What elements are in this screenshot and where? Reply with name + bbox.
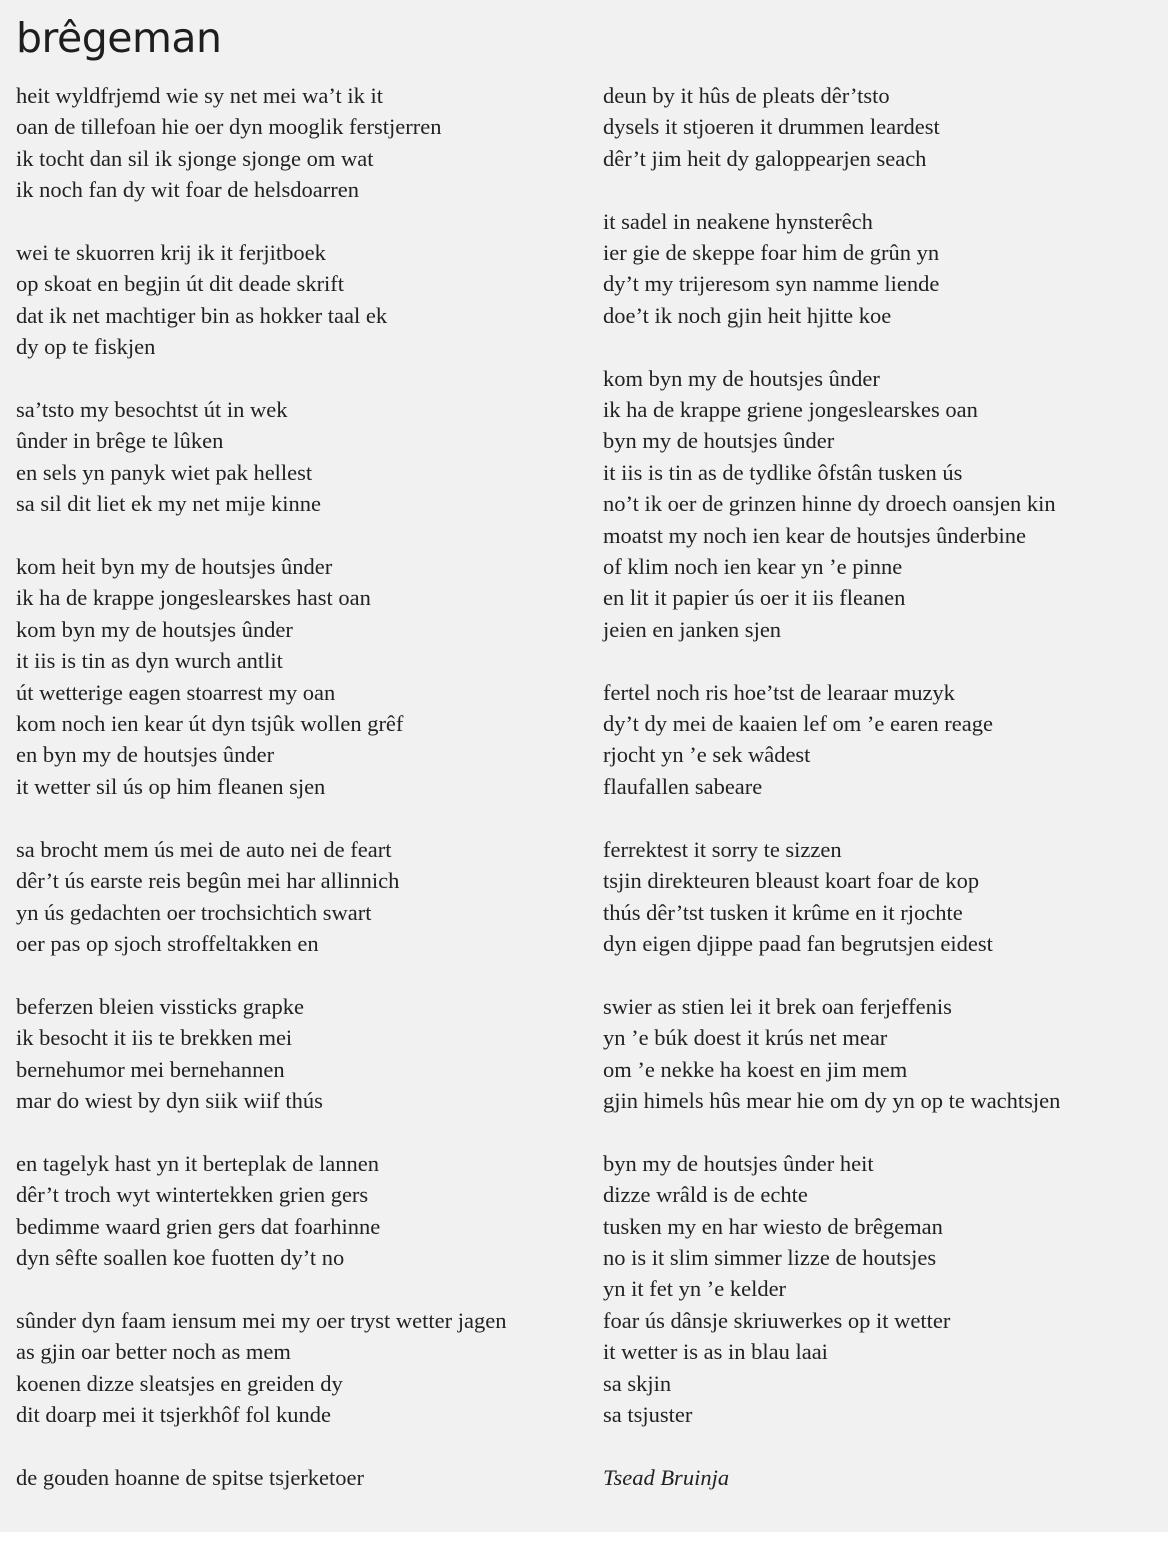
poem-line: mar do wiest by dyn siik wiif thús <box>16 1087 323 1113</box>
stanza <box>603 363 1163 646</box>
poem-line: foar ús dânsje skriuwerkes op it wetter <box>603 1307 951 1333</box>
poem-line: it iis is tin as dyn wurch antlit <box>16 648 283 674</box>
stanza <box>16 1462 586 1493</box>
poem-line: en sels yn panyk wiet pak hellest <box>16 459 313 485</box>
poem-line: rjocht yn ’e sek wâdest <box>603 742 811 768</box>
poem-line: it wetter sil ús op him fleanen sjen <box>16 773 326 799</box>
poem-line: byn my de houtsjes ûnder <box>603 428 835 454</box>
poem-line: byn my de houtsjes ûnder heit <box>603 1150 874 1176</box>
poem-line: en lit it papier ús oer it iis fleanen <box>603 585 906 611</box>
poem-column-right <box>603 80 1163 1493</box>
poem-line: kom noch ien kear út dyn tsjûk wollen grêf <box>16 711 404 737</box>
poem-line: ier gie de skeppe foar him de grûn yn <box>603 240 940 266</box>
stanza <box>16 394 586 520</box>
poem-line: sa’tsto my besochtst út in wek <box>16 397 288 423</box>
poem-line: ik ha de krappe jongeslearskes hast oan <box>16 585 371 611</box>
poem-line: oan de tillefoan hie oer dyn mooglik ferstjerren <box>16 114 442 140</box>
poem-line: sa sil dit liet ek my net mije kinne <box>16 491 321 517</box>
poem-line: oer pas op sjoch stroffeltakken en <box>16 930 319 956</box>
poem-line: op skoat en begjin út dit deade skrift <box>16 271 345 297</box>
poem-line: it sadel in neakene hynsterêch <box>603 208 873 234</box>
poem-line: dit doarp mei it tsjerkhôf fol kunde <box>16 1401 331 1427</box>
poem-line: en byn my de houtsjes ûnder <box>16 742 275 768</box>
poem-line: ik besocht it iis te brekken mei <box>16 1025 293 1051</box>
poem-line: tusken my en har wiesto de brêgeman <box>603 1213 943 1239</box>
poem-line: jeien en janken sjen <box>603 616 782 642</box>
poem-line: yn it fet yn ’e kelder <box>603 1276 787 1302</box>
stanza <box>603 991 1163 1117</box>
stanza <box>603 834 1163 960</box>
poem-line: dyn eigen djippe paad fan begrutsjen eidest <box>603 930 993 956</box>
poem-line: sa brocht mem ús mei de auto nei de feart <box>16 836 392 862</box>
poem-line: tsjin direkteuren bleaust koart foar de kop <box>603 868 980 894</box>
poem-line: sûnder dyn faam iensum mei my oer tryst wetter jagen <box>16 1307 507 1333</box>
stanza <box>603 80 1163 174</box>
stanza <box>16 237 586 363</box>
stanza <box>16 834 586 960</box>
poem-line: sa tsjuster <box>603 1401 693 1427</box>
poem-line: de gouden hoanne de spitse tsjerketoer <box>16 1464 365 1490</box>
stanza <box>16 1305 586 1431</box>
poem-line: dêr’t troch wyt wintertekken grien gers <box>16 1182 369 1208</box>
stanza <box>603 677 1163 803</box>
poem-line: no is it slim simmer lizze de houtsjes <box>603 1244 937 1270</box>
poem-line: ik tocht dan sil ik sjonge sjonge om wat <box>16 145 374 171</box>
poem-line: dat ik net machtiger bin as hokker taal ek <box>16 302 388 328</box>
poem-line: as gjin oar better noch as mem <box>16 1339 291 1365</box>
right-stanzas <box>603 80 1163 1430</box>
poem-line: gjin himels hûs mear hie om dy yn op te wachtsjen <box>603 1087 1061 1113</box>
poem-line: dy’t dy mei de kaaien lef om ’e earen reage <box>603 711 994 737</box>
stanza <box>603 1148 1163 1431</box>
poem-line: heit wyldfrjemd wie sy net mei wa’t ik it <box>16 83 384 108</box>
poem-line: thús dêr’tst tusken it krûme en it rjochte <box>603 899 963 925</box>
stanza <box>16 80 586 206</box>
poem-line: dêr’t ús earste reis begûn mei har allinnich <box>16 868 400 894</box>
poem-line: it iis is tin as de tydlike ôfstân tusken ús <box>603 459 963 485</box>
poem-line: ik ha de krappe griene jongeslearskes oan <box>603 397 978 423</box>
poem-line: út wetterige eagen stoarrest my oan <box>16 679 336 705</box>
poem-line: flaufallen sabeare <box>603 773 763 799</box>
poem-line: sa skjin <box>603 1370 672 1396</box>
poem-line: kom byn my de houtsjes ûnder <box>603 365 880 391</box>
stanza <box>603 206 1163 332</box>
poem-line: deun by it hûs de pleats dêr’tsto <box>603 83 890 108</box>
poem-line: yn ’e búk doest it krús net mear <box>603 1025 888 1051</box>
poem-line: of klim noch ien kear yn ’e pinne <box>603 554 903 580</box>
poem-line: fertel noch ris hoe’tst de learaar muzyk <box>603 679 955 705</box>
poem-line: no’t ik oer de grinzen hinne dy droech oansjen kin <box>603 491 1056 517</box>
poem-line: it wetter is as in blau laai <box>603 1339 828 1365</box>
poem-line: en tagelyk hast yn it berteplak de lannen <box>16 1150 379 1176</box>
poem-line: swier as stien lei it brek oan ferjeffenis <box>603 993 952 1019</box>
poem-line: om ’e nekke ha koest en jim mem <box>603 1056 908 1082</box>
poem-line: kom byn my de houtsjes ûnder <box>16 616 293 642</box>
poem-column-left <box>16 80 586 1525</box>
poem-line: bernehumor mei bernehannen <box>16 1056 285 1082</box>
poem-line: yn ús gedachten oer trochsichtich swart <box>16 899 372 925</box>
poem-line: kom heit byn my de houtsjes ûnder <box>16 554 333 580</box>
poem-line: ik noch fan dy wit foar de helsdoarren <box>16 177 360 203</box>
poem-line: wei te skuorren krij ik it ferjitboek <box>16 240 326 266</box>
poem-line: dêr’t jim heit dy galoppearjen seach <box>603 145 927 171</box>
poem-line: dizze wrâld is de echte <box>603 1182 808 1208</box>
poem-line: doe’t ik noch gjin heit hjitte koe <box>603 302 892 328</box>
poem-line: ferrektest it sorry te sizzen <box>603 836 842 862</box>
stanza <box>16 1148 586 1274</box>
poem-line: beferzen bleien vissticks grapke <box>16 993 305 1019</box>
poem-author: Tsead Bruinja <box>603 1464 730 1490</box>
stanza <box>16 551 586 802</box>
poem-line: moatst my noch ien kear de houtsjes ûnderbine <box>603 522 1027 548</box>
poem-line: koenen dizze sleatsjes en greiden dy <box>16 1370 343 1396</box>
poem-line: dy op te fiskjen <box>16 334 156 360</box>
stanza <box>16 991 586 1117</box>
poem-line: dysels it stjoeren it drummen leardest <box>603 114 940 140</box>
poem-line: ûnder in brêge te lûken <box>16 428 224 454</box>
poem-line: dy’t my trijeresom syn namme liende <box>603 271 940 297</box>
poem-line: dyn sêfte soallen koe fuotten dy’t no <box>16 1244 345 1270</box>
poem-title: brêgeman <box>16 14 222 62</box>
poem-line: bedimme waard grien gers dat foarhinne <box>16 1213 381 1239</box>
